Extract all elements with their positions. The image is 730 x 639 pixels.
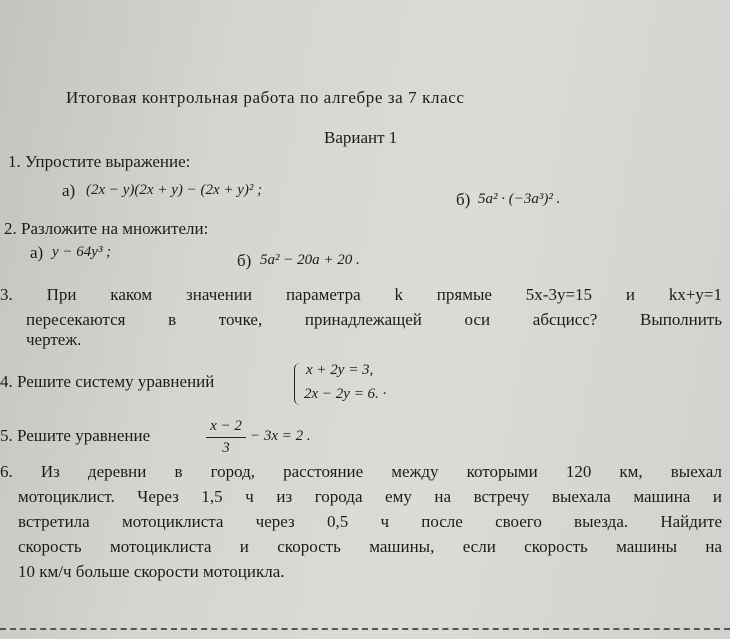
- task5-numerator: x − 2: [210, 418, 242, 434]
- worksheet-title: Итоговая контрольная работа по алгебре за 7 класс: [66, 88, 465, 107]
- task6-line-2: мотоциклист. Через 1,5 ч из города ему на встречу выехала машина и: [18, 487, 722, 506]
- fraction-bar: [206, 437, 246, 438]
- task4-equation-1: x + 2y = 3,: [306, 362, 374, 378]
- task2-a-prefix: а): [30, 243, 44, 262]
- task6-line-4: скорость мотоциклиста и скорость машины, если скорость машины на: [18, 537, 722, 556]
- task3-line-1: 3. При каком значении параметра k прямые 5х-3у=15 и kx+y=1: [0, 285, 722, 304]
- variant-label: Вариант 1: [324, 128, 398, 147]
- task5-fraction: [206, 418, 246, 457]
- task6-line-5: 10 км/ч больше скорости мотоцикла.: [18, 562, 285, 581]
- task6-line-1: 6. Из деревни в город, расстояние между которыми 120 км, выехал: [0, 462, 722, 481]
- task2-label: 2. Разложите на множители:: [4, 219, 209, 238]
- task4-label: 4. Решите систему уравнений: [0, 372, 215, 391]
- task3-line-2: пересекаются в точке, принадлежащей оси абсцисс? Выполнить: [26, 310, 722, 329]
- task2-b-expression: 5a² − 20a + 20 .: [260, 252, 360, 268]
- task1-b-prefix: б): [456, 190, 471, 209]
- task5-denominator: 3: [222, 440, 230, 456]
- task5-equation-rest: − 3x = 2 .: [250, 428, 311, 444]
- task5-label: 5. Решите уравнение: [0, 426, 151, 445]
- task2-a-expression: y − 64y³ ;: [52, 244, 112, 260]
- task1-a-prefix: а): [62, 181, 76, 200]
- task3-line-3: чертеж.: [26, 330, 82, 349]
- cut-line: [0, 628, 730, 630]
- task4-equation-2: 2x − 2y = 6. ·: [304, 386, 387, 402]
- task6-line-3: встретила мотоциклиста через 0,5 ч после своего выезда. Найдите: [18, 512, 722, 531]
- task1-label: 1. Упростите выражение:: [8, 152, 191, 171]
- task1-a-expression: (2x − y)(2x + y) − (2x + y)² ;: [86, 182, 263, 198]
- task2-b-prefix: б): [237, 251, 252, 270]
- task1-b-expression: 5a² · (−3a³)² .: [478, 191, 561, 207]
- system-brace: [294, 363, 303, 405]
